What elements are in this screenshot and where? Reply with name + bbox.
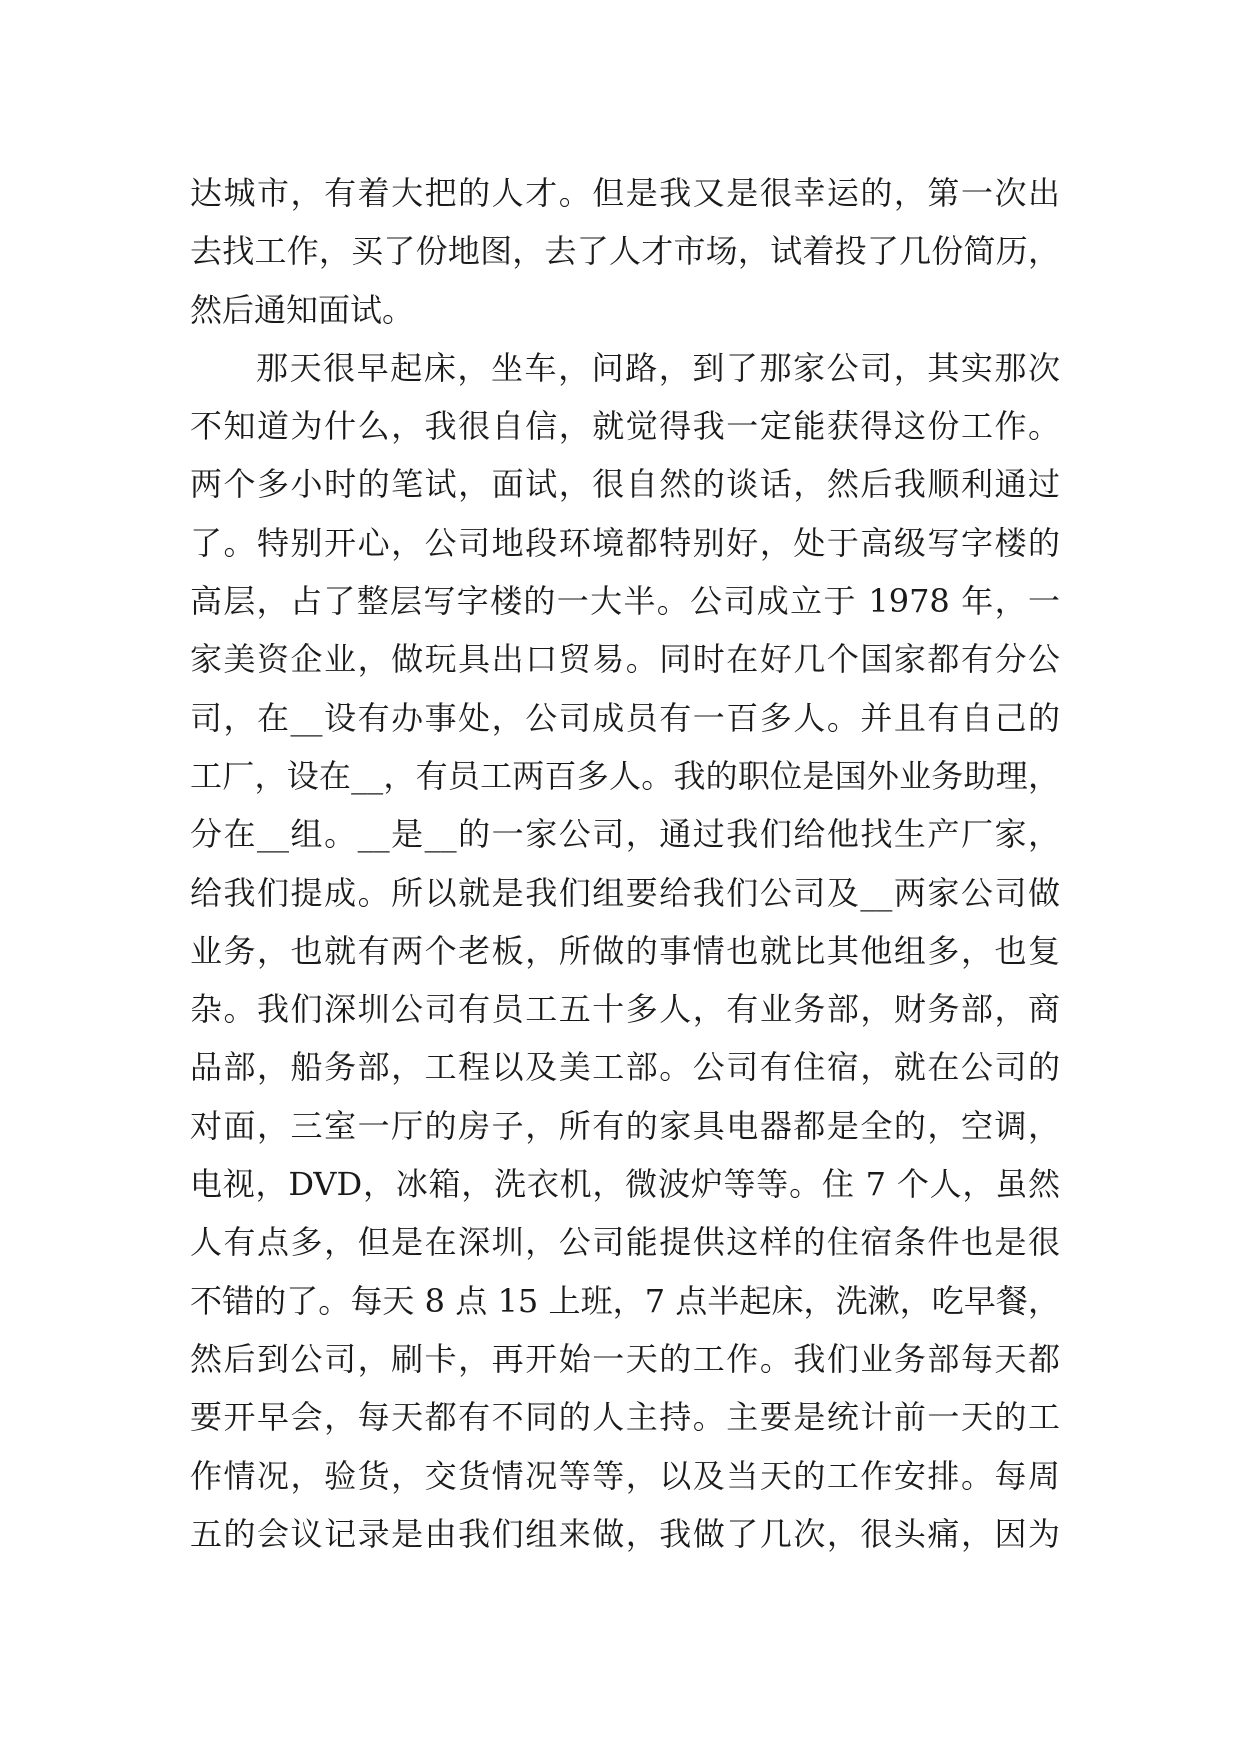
text-line: 司，在__设有办事处，公司成员有一百多人。并且有自己的 [190,698,1060,737]
text-line: 分在__组。__是__的一家公司，通过我们给他找生产厂家， [190,815,1060,854]
text-line: 高层，占了整层写字楼的一大半。公司成立于 1978 年，一 [190,582,1060,621]
text-line: 品部，船务部，工程以及美工部。公司有住宿，就在公司的 [190,1048,1060,1087]
text-line: 达城市，有着大把的人才。但是我又是很幸运的，第一次出 [190,174,1060,212]
text-line: 电视，DVD，冰箱，洗衣机，微波炉等等。住 7 个人，虽然 [190,1165,1060,1204]
text-line: 五的会议记录是由我们组来做，我做了几次，很头痛，因为 [190,1514,1060,1553]
body-text [190,164,1060,1563]
text-line: 业务，也就有两个老板，所做的事情也就比其他组多，也复 [190,931,1060,970]
text-line: 工厂，设在__，有员工两百多人。我的职位是国外业务助理， [190,756,1060,795]
text-line: 对面，三室一厅的房子，所有的家具电器都是全的，空调， [190,1106,1060,1145]
text-line: 不知道为什么，我很自信，就觉得我一定能获得这份工作。 [190,407,1060,446]
text-line: 去找工作，买了份地图，去了人才市场，试着投了几份简历， [190,232,1060,271]
text-line: 两个多小时的笔试，面试，很自然的谈话，然后我顺利通过 [190,465,1060,504]
text-line: 作情况，验货，交货情况等等，以及当天的工作安排。每周 [190,1456,1060,1495]
text-line: 家美资企业，做玩具出口贸易。同时在好几个国家都有分公 [190,640,1060,679]
text-line: 然后到公司，刷卡，再开始一天的工作。我们业务部每天都 [190,1339,1060,1378]
text-line: 然后通知面试。 [190,290,415,329]
text-line: 了。特别开心，公司地段环境都特别好，处于高级写字楼的 [190,523,1060,562]
text-line: 人有点多，但是在深圳，公司能提供这样的住宿条件也是很 [190,1223,1060,1262]
text-line: 不错的了。每天 8 点 15 上班，7 点半起床，洗漱，吃早餐， [190,1281,1060,1320]
text-line: 给我们提成。所以就是我们组要给我们公司及__两家公司做 [190,873,1060,912]
text-line: 要开早会，每天都有不同的人主持。主要是统计前一天的工 [190,1398,1060,1437]
text-line: 杂。我们深圳公司有员工五十多人，有业务部，财务部，商 [190,990,1060,1029]
text-line: 那天很早起床，坐车，问路，到了那家公司，其实那次 [256,348,1060,387]
